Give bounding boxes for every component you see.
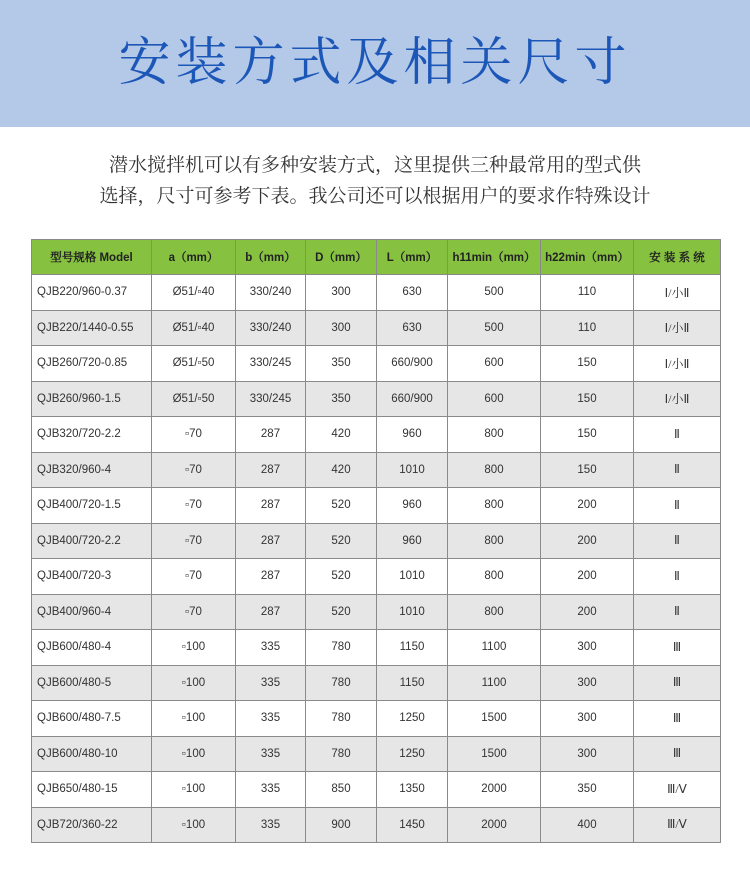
cell-b: 335 — [236, 701, 306, 737]
cell-h22: 300 — [541, 665, 634, 701]
cell-model: QJB400/720-2.2 — [32, 523, 152, 559]
cell-a: ▫100 — [152, 701, 236, 737]
cell-d: 850 — [306, 772, 377, 808]
cell-b: 335 — [236, 807, 306, 843]
description-line: 选择，尺寸可参考下表。我公司还可以根据用户的要求作特殊设计 — [99, 185, 651, 207]
table-row — [32, 594, 721, 630]
cell-d: 780 — [306, 701, 377, 737]
cell-system: Ⅲ — [634, 701, 721, 737]
table-body — [32, 275, 721, 843]
table-row — [32, 559, 721, 595]
cell-system: Ⅱ — [634, 523, 721, 559]
cell-system: Ⅲ/Ⅴ — [634, 772, 721, 808]
cell-model: QJB600/480-7.5 — [32, 701, 152, 737]
cell-l: 960 — [377, 417, 448, 453]
cell-l: 630 — [377, 275, 448, 311]
table-row — [32, 665, 721, 701]
cell-model: QJB650/480-15 — [32, 772, 152, 808]
cell-h11: 800 — [448, 559, 541, 595]
spec-table — [31, 239, 721, 843]
header-h22: h22min（mm） — [541, 240, 634, 275]
cell-h11: 500 — [448, 275, 541, 311]
cell-d: 520 — [306, 559, 377, 595]
cell-model: QJB400/720-3 — [32, 559, 152, 595]
cell-b: 335 — [236, 630, 306, 666]
cell-system: Ⅱ — [634, 417, 721, 453]
cell-a: ▫100 — [152, 807, 236, 843]
cell-b: 287 — [236, 523, 306, 559]
cell-b: 335 — [236, 736, 306, 772]
cell-l: 960 — [377, 523, 448, 559]
cell-h22: 200 — [541, 488, 634, 524]
cell-b: 330/240 — [236, 275, 306, 311]
cell-a: Ø51/▫50 — [152, 346, 236, 382]
cell-b: 287 — [236, 559, 306, 595]
cell-a: ▫100 — [152, 772, 236, 808]
cell-a: ▫70 — [152, 523, 236, 559]
cell-model: QJB600/480-5 — [32, 665, 152, 701]
cell-h22: 150 — [541, 452, 634, 488]
cell-h11: 1100 — [448, 630, 541, 666]
header-l: L（mm） — [377, 240, 448, 275]
header-h11: h11min（mm） — [448, 240, 541, 275]
cell-h11: 800 — [448, 452, 541, 488]
cell-a: Ø51/▫50 — [152, 381, 236, 417]
cell-h11: 1100 — [448, 665, 541, 701]
table-row — [32, 701, 721, 737]
cell-a: ▫70 — [152, 594, 236, 630]
cell-l: 660/900 — [377, 346, 448, 382]
cell-a: ▫100 — [152, 665, 236, 701]
cell-b: 335 — [236, 665, 306, 701]
cell-d: 520 — [306, 488, 377, 524]
table-row — [32, 381, 721, 417]
table-row — [32, 417, 721, 453]
table-row — [32, 736, 721, 772]
cell-h22: 150 — [541, 417, 634, 453]
cell-h11: 600 — [448, 381, 541, 417]
cell-system: Ⅲ — [634, 665, 721, 701]
cell-d: 420 — [306, 452, 377, 488]
cell-system: Ⅱ — [634, 594, 721, 630]
cell-system: Ⅰ/小Ⅱ — [634, 310, 721, 346]
cell-h22: 400 — [541, 807, 634, 843]
cell-a: ▫100 — [152, 736, 236, 772]
cell-d: 780 — [306, 665, 377, 701]
cell-model: QJB600/480-4 — [32, 630, 152, 666]
title-banner — [0, 0, 750, 127]
cell-d: 300 — [306, 310, 377, 346]
header-d: D（mm） — [306, 240, 377, 275]
cell-d: 780 — [306, 630, 377, 666]
cell-h11: 800 — [448, 594, 541, 630]
table-row — [32, 630, 721, 666]
cell-model: QJB220/1440-0.55 — [32, 310, 152, 346]
cell-b: 330/245 — [236, 346, 306, 382]
cell-a: ▫70 — [152, 559, 236, 595]
cell-l: 1150 — [377, 630, 448, 666]
cell-model: QJB220/960-0.37 — [32, 275, 152, 311]
cell-a: ▫70 — [152, 452, 236, 488]
header-a: a（mm） — [152, 240, 236, 275]
cell-h11: 800 — [448, 488, 541, 524]
cell-h11: 600 — [448, 346, 541, 382]
cell-h22: 150 — [541, 381, 634, 417]
cell-d: 350 — [306, 346, 377, 382]
cell-h11: 800 — [448, 417, 541, 453]
cell-h11: 1500 — [448, 736, 541, 772]
cell-l: 630 — [377, 310, 448, 346]
table-row — [32, 488, 721, 524]
cell-b: 287 — [236, 488, 306, 524]
cell-h22: 110 — [541, 310, 634, 346]
cell-h11: 500 — [448, 310, 541, 346]
cell-l: 1010 — [377, 452, 448, 488]
cell-h22: 300 — [541, 736, 634, 772]
cell-a: Ø51/▫40 — [152, 310, 236, 346]
table-header-row — [32, 240, 721, 275]
cell-d: 520 — [306, 594, 377, 630]
cell-system: Ⅲ/Ⅴ — [634, 807, 721, 843]
cell-h22: 350 — [541, 772, 634, 808]
cell-system: Ⅱ — [634, 452, 721, 488]
cell-model: QJB400/720-1.5 — [32, 488, 152, 524]
cell-h22: 300 — [541, 701, 634, 737]
cell-a: Ø51/▫40 — [152, 275, 236, 311]
cell-d: 900 — [306, 807, 377, 843]
cell-system: Ⅰ/小Ⅱ — [634, 381, 721, 417]
cell-h11: 2000 — [448, 807, 541, 843]
cell-h22: 110 — [541, 275, 634, 311]
cell-system: Ⅲ — [634, 630, 721, 666]
cell-l: 1250 — [377, 701, 448, 737]
cell-system: Ⅰ/小Ⅱ — [634, 275, 721, 311]
header-model: 型号规格 Model — [32, 240, 152, 275]
cell-d: 780 — [306, 736, 377, 772]
cell-a: ▫100 — [152, 630, 236, 666]
cell-model: QJB720/360-22 — [32, 807, 152, 843]
cell-model: QJB600/480-10 — [32, 736, 152, 772]
cell-l: 1450 — [377, 807, 448, 843]
table-row — [32, 346, 721, 382]
cell-model: QJB400/960-4 — [32, 594, 152, 630]
cell-model: QJB320/960-4 — [32, 452, 152, 488]
table-row — [32, 772, 721, 808]
cell-a: ▫70 — [152, 417, 236, 453]
cell-b: 287 — [236, 452, 306, 488]
cell-b: 287 — [236, 417, 306, 453]
cell-l: 1350 — [377, 772, 448, 808]
cell-a: ▫70 — [152, 488, 236, 524]
cell-l: 1010 — [377, 594, 448, 630]
page-title: 安装方式及相关尺寸 — [118, 33, 632, 93]
cell-h22: 200 — [541, 559, 634, 595]
description-line: 潜水搅拌机可以有多种安装方式，这里提供三种最常用的型式供 — [108, 154, 641, 176]
cell-h22: 200 — [541, 594, 634, 630]
cell-model: QJB260/720-0.85 — [32, 346, 152, 382]
table-row — [32, 452, 721, 488]
cell-b: 330/245 — [236, 381, 306, 417]
header-b: b（mm） — [236, 240, 306, 275]
cell-system: Ⅲ — [634, 736, 721, 772]
table-row — [32, 807, 721, 843]
table-row — [32, 310, 721, 346]
cell-h11: 1500 — [448, 701, 541, 737]
cell-h11: 800 — [448, 523, 541, 559]
cell-b: 287 — [236, 594, 306, 630]
table-row — [32, 523, 721, 559]
cell-d: 350 — [306, 381, 377, 417]
table-row — [32, 275, 721, 311]
cell-system: Ⅰ/小Ⅱ — [634, 346, 721, 382]
cell-l: 1250 — [377, 736, 448, 772]
cell-system: Ⅱ — [634, 488, 721, 524]
cell-model: QJB320/720-2.2 — [32, 417, 152, 453]
cell-l: 1150 — [377, 665, 448, 701]
description — [40, 150, 710, 212]
cell-h22: 300 — [541, 630, 634, 666]
cell-l: 660/900 — [377, 381, 448, 417]
cell-d: 420 — [306, 417, 377, 453]
cell-system: Ⅱ — [634, 559, 721, 595]
cell-l: 960 — [377, 488, 448, 524]
cell-model: QJB260/960-1.5 — [32, 381, 152, 417]
cell-b: 330/240 — [236, 310, 306, 346]
cell-h22: 200 — [541, 523, 634, 559]
cell-l: 1010 — [377, 559, 448, 595]
cell-h11: 2000 — [448, 772, 541, 808]
header-system: 安 装 系 统 — [634, 240, 721, 275]
cell-b: 335 — [236, 772, 306, 808]
cell-h22: 150 — [541, 346, 634, 382]
cell-d: 300 — [306, 275, 377, 311]
cell-d: 520 — [306, 523, 377, 559]
